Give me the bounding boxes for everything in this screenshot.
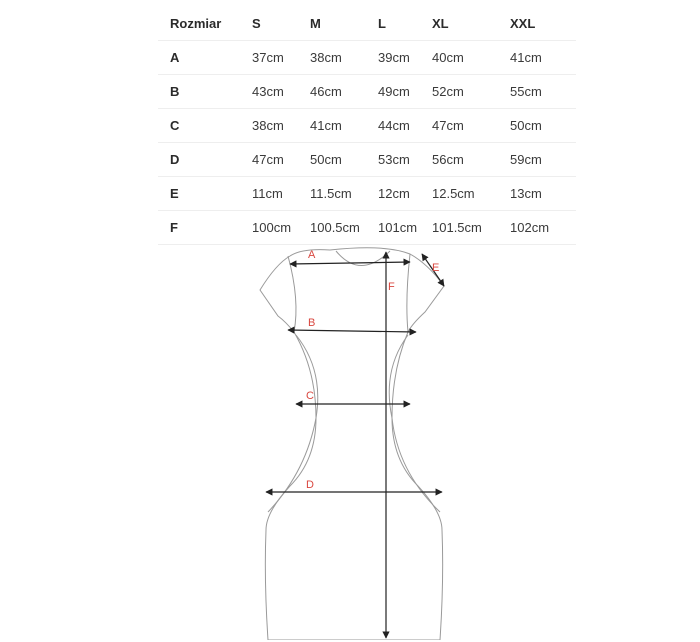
label-d: D bbox=[306, 479, 314, 491]
table-cell: 47cm bbox=[432, 109, 510, 143]
table-row bbox=[158, 143, 576, 177]
table-cell: 41cm bbox=[310, 109, 378, 143]
table-cell: 39cm bbox=[378, 41, 432, 75]
row-label: F bbox=[158, 211, 252, 245]
table-cell: 38cm bbox=[252, 109, 310, 143]
header-xl: XL bbox=[432, 7, 510, 41]
table-cell: 53cm bbox=[378, 143, 432, 177]
table-row bbox=[158, 109, 576, 143]
table-cell: 43cm bbox=[252, 75, 310, 109]
table-cell: 12cm bbox=[378, 177, 432, 211]
measurement-lines bbox=[266, 252, 444, 638]
table-row bbox=[158, 75, 576, 109]
table-cell: 12.5cm bbox=[432, 177, 510, 211]
table-cell: 41cm bbox=[510, 41, 576, 75]
table-cell: 11.5cm bbox=[310, 177, 378, 211]
table-header-row bbox=[158, 7, 576, 41]
table-cell: 50cm bbox=[310, 143, 378, 177]
table-cell: 47cm bbox=[252, 143, 310, 177]
table-cell: 100cm bbox=[252, 211, 310, 245]
right-panel-seam bbox=[389, 335, 440, 512]
label-e: E bbox=[432, 262, 440, 274]
row-label: A bbox=[158, 41, 252, 75]
label-f: F bbox=[388, 281, 395, 293]
table-cell: 52cm bbox=[432, 75, 510, 109]
measurement-labels bbox=[306, 249, 439, 491]
dress-measurement-diagram bbox=[240, 240, 460, 640]
header-xxl: XXL bbox=[510, 7, 576, 41]
label-c: C bbox=[306, 390, 314, 402]
header-size: Rozmiar bbox=[158, 7, 252, 41]
table-cell: 102cm bbox=[510, 211, 576, 245]
row-label: B bbox=[158, 75, 252, 109]
table-cell: 38cm bbox=[310, 41, 378, 75]
table-cell: 50cm bbox=[510, 109, 576, 143]
header-s: S bbox=[252, 7, 310, 41]
measure-line-b bbox=[288, 330, 416, 332]
table-row bbox=[158, 177, 576, 211]
size-chart-table bbox=[158, 7, 576, 245]
header-l: L bbox=[378, 7, 432, 41]
table-cell: 44cm bbox=[378, 109, 432, 143]
row-label: D bbox=[158, 143, 252, 177]
table-row bbox=[158, 41, 576, 75]
table-cell: 101cm bbox=[378, 211, 432, 245]
table-cell: 100.5cm bbox=[310, 211, 378, 245]
dress-outline bbox=[260, 248, 444, 640]
left-sleeve-seam bbox=[288, 256, 296, 332]
table-cell: 56cm bbox=[432, 143, 510, 177]
table-cell: 59cm bbox=[510, 143, 576, 177]
row-label: E bbox=[158, 177, 252, 211]
table-cell: 101.5cm bbox=[432, 211, 510, 245]
row-label: C bbox=[158, 109, 252, 143]
table-cell: 11cm bbox=[252, 177, 310, 211]
table-cell: 55cm bbox=[510, 75, 576, 109]
header-m: M bbox=[310, 7, 378, 41]
label-b: B bbox=[308, 317, 316, 329]
label-a: A bbox=[308, 249, 316, 261]
table-cell: 13cm bbox=[510, 177, 576, 211]
table-cell: 49cm bbox=[378, 75, 432, 109]
table-cell: 40cm bbox=[432, 41, 510, 75]
table-cell: 37cm bbox=[252, 41, 310, 75]
right-sleeve-seam bbox=[407, 254, 410, 332]
table-cell: 46cm bbox=[310, 75, 378, 109]
